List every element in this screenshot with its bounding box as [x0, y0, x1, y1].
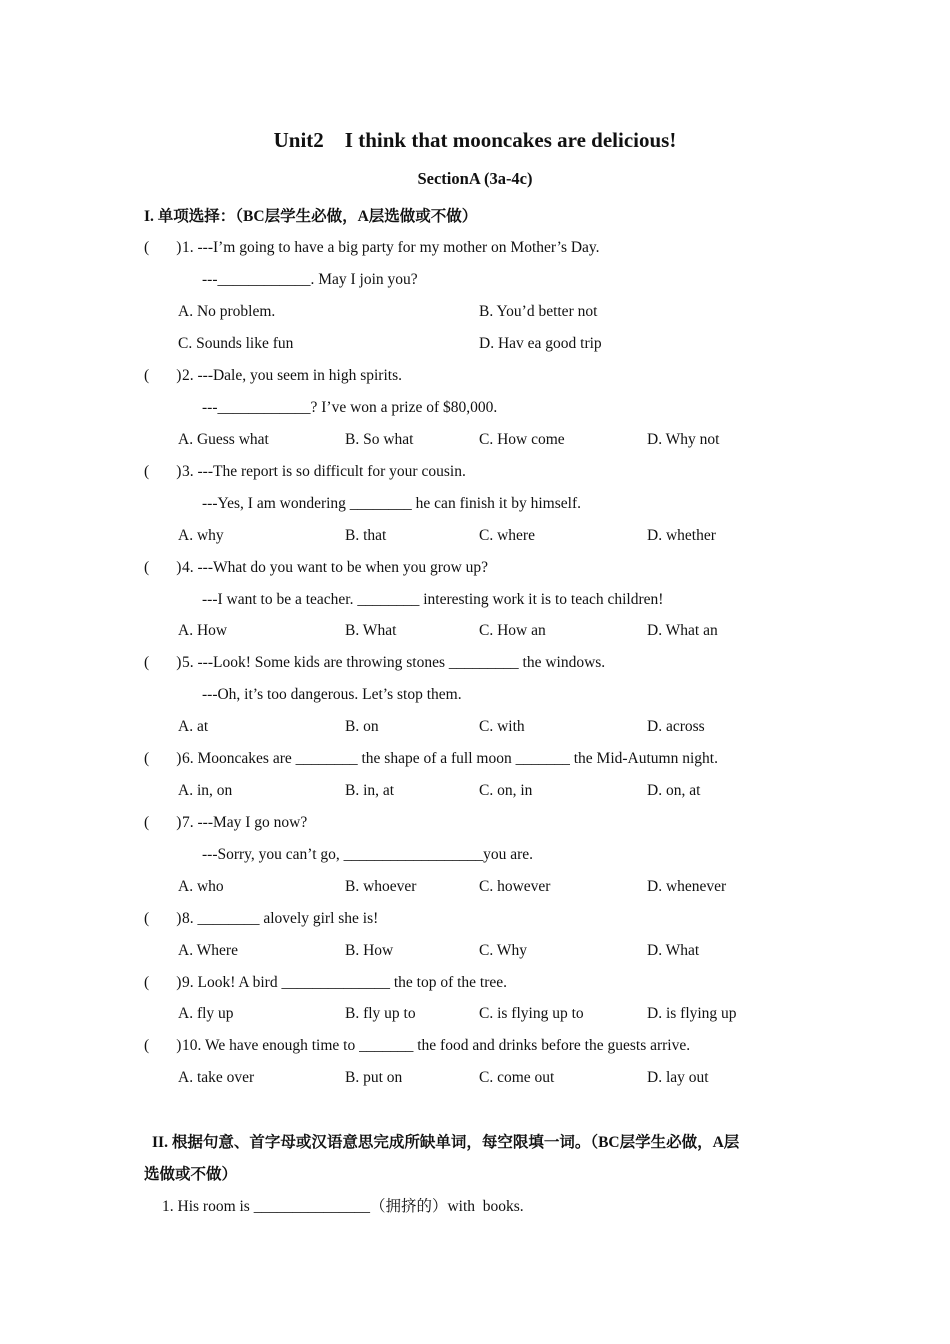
option-c: C. How an: [479, 622, 546, 639]
option-b: B. in, at: [345, 782, 395, 799]
option-c: C. where: [479, 527, 535, 544]
section-1-heading: I. 单项选择：（BC层学生必做，A层选做或不做）: [144, 208, 478, 225]
option-c: C. however: [479, 878, 551, 895]
question-reply: ---Sorry, you can’t go, __________________you are.: [202, 846, 534, 863]
option-a: A. fly up: [178, 1005, 234, 1022]
option-b: B. on: [345, 718, 379, 735]
question-reply: ---____________? I’ve won a prize of $80,000.: [202, 399, 498, 416]
option-a: A. Where: [178, 942, 238, 959]
option-a: A. at: [178, 718, 209, 735]
option-a: A. take over: [178, 1069, 255, 1086]
answer-paren: ( ): [144, 910, 182, 927]
option-d: D. Hav ea good trip: [479, 335, 602, 352]
option-b: B. How: [345, 942, 394, 959]
question-reply: ---I want to be a teacher. ________ interesting work it is to teach children!: [202, 591, 664, 608]
option-d: D. What: [647, 942, 700, 959]
answer-paren: ( ): [144, 814, 182, 831]
answer-paren: ( ): [144, 750, 182, 767]
answer-paren: ( ): [144, 654, 182, 671]
question-stem: 9. Look! A bird ______________ the top of the tree.: [182, 974, 508, 991]
option-a: A. in, on: [178, 782, 233, 799]
option-c: C. Why: [479, 942, 527, 959]
option-a: A. who: [178, 878, 224, 895]
option-d: D. lay out: [647, 1069, 709, 1086]
option-a: A. why: [178, 527, 224, 544]
question-stem: 2. ---Dale, you seem in high spirits.: [182, 367, 402, 384]
option-d: D. Why not: [647, 431, 720, 448]
option-d: D. whether: [647, 527, 716, 544]
question-stem: 1. ---I’m going to have a big party for my mother on Mother’s Day.: [182, 239, 600, 256]
option-b: B. fly up to: [345, 1005, 416, 1022]
option-a: A. How: [178, 622, 228, 639]
answer-paren: ( ): [144, 559, 182, 576]
option-a: A. Guess what: [178, 431, 269, 448]
answer-paren: ( ): [144, 367, 182, 384]
question-stem: 4. ---What do you want to be when you grow up?: [182, 559, 489, 576]
question-reply: ---Oh, it’s too dangerous. Let’s stop them.: [202, 686, 462, 703]
option-b: B. whoever: [345, 878, 417, 895]
question-stem: 5. ---Look! Some kids are throwing stones _________ the windows.: [182, 654, 606, 671]
question-reply: ---____________. May I join you?: [202, 271, 418, 288]
question-stem: 6. Mooncakes are ________ the shape of a full moon _______ the Mid-Autumn night.: [182, 750, 718, 767]
option-c: C. with: [479, 718, 525, 735]
answer-paren: ( ): [144, 463, 182, 480]
option-c: C. is flying up to: [479, 1005, 584, 1022]
option-b: B. What: [345, 622, 397, 639]
option-b: B. put on: [345, 1069, 403, 1086]
option-c: C. Sounds like fun: [178, 335, 294, 352]
option-d: D. on, at: [647, 782, 701, 799]
option-c: C. How come: [479, 431, 565, 448]
option-d: D. whenever: [647, 878, 727, 895]
question-stem: 7. ---May I go now?: [182, 814, 308, 831]
answer-paren: ( ): [144, 974, 182, 991]
answer-paren: ( ): [144, 1037, 182, 1054]
page-title: Unit2 I think that mooncakes are delicious!: [273, 128, 677, 152]
question-stem: 3. ---The report is so difficult for your cousin.: [182, 463, 466, 480]
option-d: D. is flying up: [647, 1005, 737, 1022]
question-stem: 8. ________ alovely girl she is!: [182, 910, 379, 927]
option-c: C. on, in: [479, 782, 533, 799]
section-2-heading-line-1: II. 根据句意、首字母或汉语意思完成所缺单词，每空限填一词。（BC层学生必做，A层: [152, 1134, 740, 1151]
section-2-heading-line-2: 选做或不做）: [144, 1166, 238, 1183]
option-b: B. You’d better not: [479, 303, 598, 320]
fill-in-item-1: 1. His room is _______________（拥挤的）with books.: [162, 1198, 524, 1215]
page-subtitle: SectionA (3a-4c): [417, 169, 533, 188]
question-reply: ---Yes, I am wondering ________ he can finish it by himself.: [202, 495, 581, 512]
question-stem: 10. We have enough time to _______ the food and drinks before the guests arrive.: [182, 1037, 691, 1054]
option-b: B. that: [345, 527, 387, 544]
option-d: D. What an: [647, 622, 718, 639]
option-c: C. come out: [479, 1069, 555, 1086]
answer-paren: ( ): [144, 239, 182, 256]
option-a: A. No problem.: [178, 303, 276, 320]
option-d: D. across: [647, 718, 705, 735]
option-b: B. So what: [345, 431, 414, 448]
